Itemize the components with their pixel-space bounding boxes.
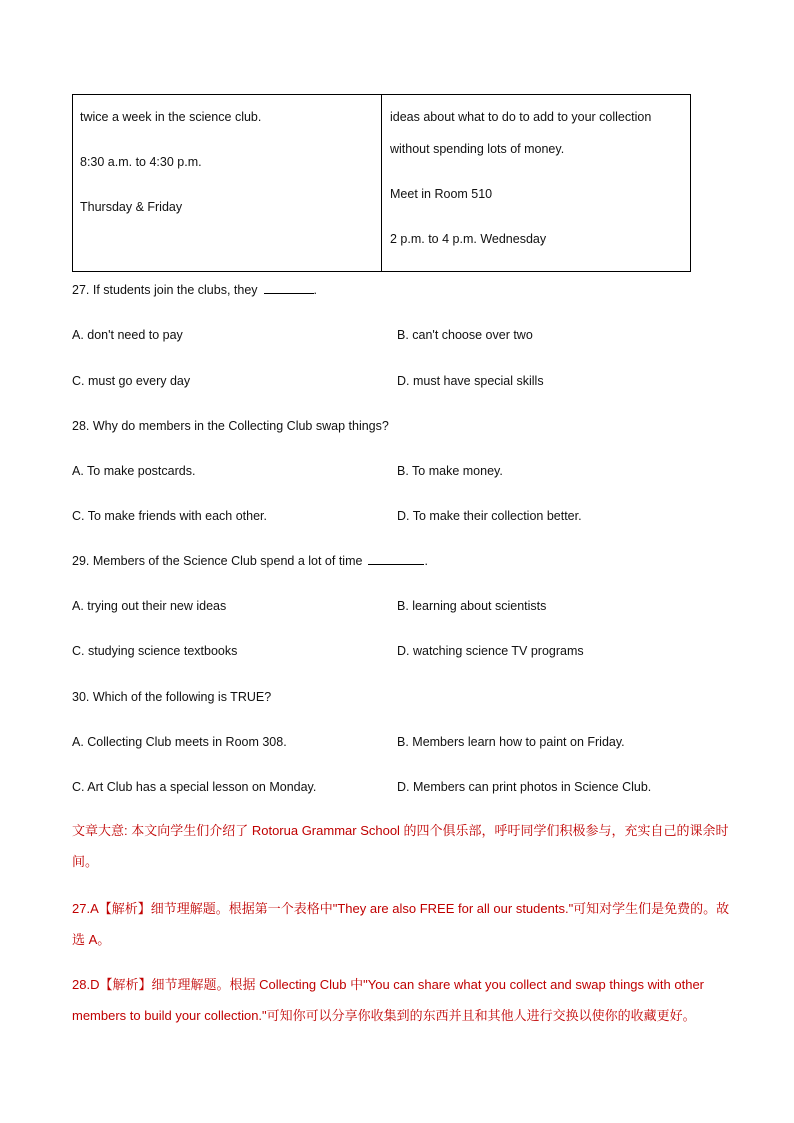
table-left-line-3: Thursday & Friday — [80, 200, 183, 214]
q27-option-b: B. can't choose over two — [397, 328, 533, 342]
q29-option-b: B. learning about scientists — [397, 599, 547, 613]
question-text: 27. If students join the clubs, they — [72, 283, 258, 297]
table-right-line-4: 2 p.m. to 4 p.m. Wednesday — [390, 232, 547, 246]
q27-option-c: C. must go every day — [72, 374, 191, 388]
question-30-stem: 30. Which of the following is TRUE? — [72, 690, 272, 704]
q27-option-a: A. don't need to pay — [72, 328, 183, 342]
question-27-stem — [72, 282, 317, 298]
table-left-line-2: 8:30 a.m. to 4:30 p.m. — [80, 155, 202, 169]
q29-option-a: A. trying out their new ideas — [72, 599, 227, 613]
q27-option-d: D. must have special skills — [397, 374, 544, 388]
question-end: . — [424, 554, 428, 568]
question-text: 29. Members of the Science Club spend a lot of time — [72, 554, 363, 568]
q29-option-d: D. watching science TV programs — [397, 644, 584, 658]
q30-option-a: A. Collecting Club meets in Room 308. — [72, 735, 287, 749]
answer-blank — [368, 553, 424, 565]
q28-option-c: C. To make friends with each other. — [72, 509, 268, 523]
answer-27-analysis: 27.A【解析】细节理解题。根据第一个表格中"They are also FREE for all our students."可知对学生们是免费的。故选 A。 — [72, 901, 730, 947]
q30-option-d: D. Members can print photos in Science Club. — [397, 780, 652, 794]
q30-option-c: C. Art Club has a special lesson on Monday. — [72, 780, 317, 794]
q30-option-b: B. Members learn how to paint on Friday. — [397, 735, 625, 749]
question-29-stem — [72, 553, 428, 569]
question-28-stem: 28. Why do members in the Collecting Club swap things? — [72, 419, 389, 433]
table-right-line-1: ideas about what to do to add to your collection — [390, 110, 652, 124]
passage-summary: 文章大意: 本文向学生们介绍了 Rotorua Grammar School 的四个俱乐部，呼吁同学们积极参与，充实自己的课余时间。 — [72, 823, 729, 869]
table-right-line-2: without spending lots of money. — [390, 142, 565, 156]
q28-option-d: D. To make their collection better. — [397, 509, 582, 523]
answer-28-analysis: 28.D【解析】细节理解题。根据 Collecting Club 中"You can share what you collect and swap things with other members to build your collection."可知你可以分享你收集到的东西并且和其他人进行交换以使你的收藏更好。 — [72, 977, 705, 1023]
q28-option-b: B. To make money. — [397, 464, 503, 478]
club-info-table — [72, 94, 691, 272]
table-right-line-3: Meet in Room 510 — [390, 187, 493, 201]
table-left-line-1: twice a week in the science club. — [80, 110, 262, 124]
q29-option-c: C. studying science textbooks — [72, 644, 238, 658]
question-end: . — [313, 283, 318, 297]
q28-option-a: A. To make postcards. — [72, 464, 196, 478]
answer-blank — [264, 282, 314, 294]
table-column-divider — [381, 95, 382, 271]
